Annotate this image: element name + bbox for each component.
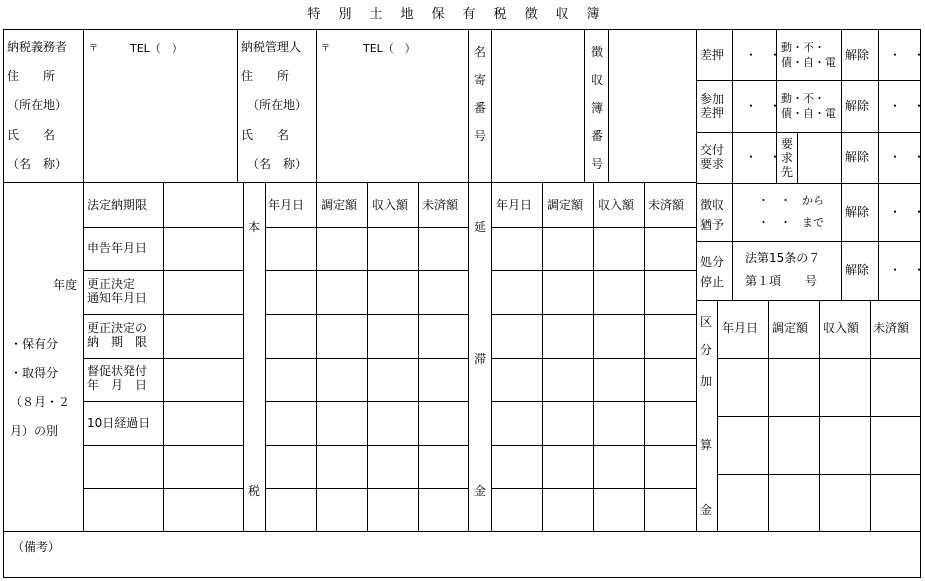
- manager-address-sub: （所在地）: [247, 98, 308, 112]
- biko-label: （備考）: [12, 540, 61, 554]
- saiken-2: 債・自・電: [781, 107, 836, 120]
- manager-name-sub: （名 称）: [247, 157, 308, 171]
- kaijo-1: 解除: [845, 48, 870, 62]
- col-date: 年月日: [722, 321, 759, 335]
- nayose-bango-label: 名 寄 番 号: [473, 45, 486, 143]
- manager-tel: TEL（ ）: [363, 42, 416, 55]
- taxpayer-address-label: 住 所: [7, 69, 56, 83]
- kaijo-date-1: ・ ・: [889, 48, 925, 62]
- col-date: 年月日: [268, 198, 305, 212]
- sanka-sashiosae-label: 参加差押: [700, 92, 725, 120]
- row-kosei-1: 更正決定: [87, 277, 136, 291]
- row-tokusoku-1: 督促状発付: [87, 364, 148, 378]
- kasan-mid: 算: [700, 438, 713, 452]
- shutoku-label: ・取得分: [10, 366, 59, 380]
- entai-mid: 滞: [474, 352, 487, 366]
- dai1ko-label: 第１項 号: [745, 274, 818, 288]
- yokyusaki-label: 要求先: [781, 137, 794, 179]
- taxpayer-address-sub: （所在地）: [7, 98, 68, 112]
- nendo-label: 年度: [53, 278, 78, 292]
- col-misai: 未済額: [648, 198, 685, 212]
- sanka-date: ・ ・: [745, 99, 782, 113]
- row-shinkoku: 申告年月日: [87, 241, 148, 255]
- col-chotei: 調定額: [547, 198, 584, 212]
- form-title: 特別土地保有税徴収簿: [307, 7, 618, 22]
- col-shunyu: 収入額: [372, 198, 409, 212]
- postal-mark: 〒: [89, 44, 99, 54]
- kaijo-date-5: ・ ・: [889, 263, 925, 277]
- row-hotei-nouki: 法定納期限: [87, 198, 148, 212]
- col-shunyu: 収入額: [823, 321, 860, 335]
- taxpayer-name-label: 氏 名: [7, 128, 56, 142]
- dosan-2: 動・不・: [781, 92, 825, 105]
- kaijo-date-2: ・ ・: [889, 99, 925, 113]
- dosan-1: 動・不・: [781, 41, 825, 54]
- kofu-date: ・ ・: [745, 150, 782, 164]
- row-kosei-noki-1: 更正決定の: [87, 321, 148, 335]
- kaijo-date-4: ・ ・: [889, 205, 925, 219]
- honzei-bottom: 税: [248, 484, 261, 498]
- kasan-bottom: 金: [700, 503, 713, 517]
- taxpayer-tel: TEL（ ）: [130, 42, 183, 55]
- manager-label: 納税管理人: [241, 40, 302, 54]
- row-tokusoku-2: 年 月 日: [87, 378, 148, 392]
- month-label-1: （８月・２: [10, 395, 71, 409]
- row-kosei-noki-2: 納 期 限: [87, 335, 148, 349]
- entai-top: 延: [474, 220, 487, 234]
- col-chotei: 調定額: [772, 321, 809, 335]
- row-kosei-2: 通知年月日: [87, 291, 148, 305]
- col-shunyu: 収入額: [598, 198, 635, 212]
- choshubo-bango-label: 徴 収 簿 番 号: [590, 45, 603, 171]
- sashiosae-label: 差押: [700, 48, 725, 62]
- col-misai: 未済額: [422, 198, 459, 212]
- kofu-yokyu-label: 交付要求: [700, 143, 725, 171]
- entai-bottom: 金: [474, 484, 487, 498]
- manager-address-label: 住 所: [241, 69, 290, 83]
- manager-postal-mark: 〒: [321, 44, 331, 54]
- shobun-teishi-label: 処分停止: [700, 255, 725, 289]
- col-misai: 未済額: [873, 321, 910, 335]
- manager-name-label: 氏 名: [241, 128, 290, 142]
- yuyo-from: ・ ・ から: [758, 194, 824, 207]
- kaijo-5: 解除: [845, 263, 870, 277]
- kaijo-2: 解除: [845, 99, 870, 113]
- kubun-label: 区分: [700, 315, 713, 357]
- choshu-yuyo-label: 徴収猶予: [700, 198, 725, 232]
- col-date: 年月日: [496, 198, 533, 212]
- taxpayer-label: 納税義務者: [7, 40, 68, 54]
- yuyo-to: ・ ・ まで: [758, 216, 824, 229]
- kaijo-date-3: ・ ・: [889, 150, 925, 164]
- hoyu-label: ・保有分: [10, 337, 59, 351]
- kaijo-3: 解除: [845, 150, 870, 164]
- col-chotei: 調定額: [321, 198, 358, 212]
- honzei-top: 本: [248, 220, 261, 234]
- hodai-label: 法第15条の７: [745, 251, 821, 265]
- sashiosae-date: ・ ・: [745, 48, 782, 62]
- kasan-top: 加: [700, 374, 713, 388]
- saiken-1: 債・自・電: [781, 56, 836, 69]
- taxpayer-name-sub: （名 称）: [7, 157, 68, 171]
- kaijo-4: 解除: [845, 205, 870, 219]
- month-label-2: 月）の別: [10, 424, 59, 438]
- row-10days: 10日経過日: [87, 416, 151, 430]
